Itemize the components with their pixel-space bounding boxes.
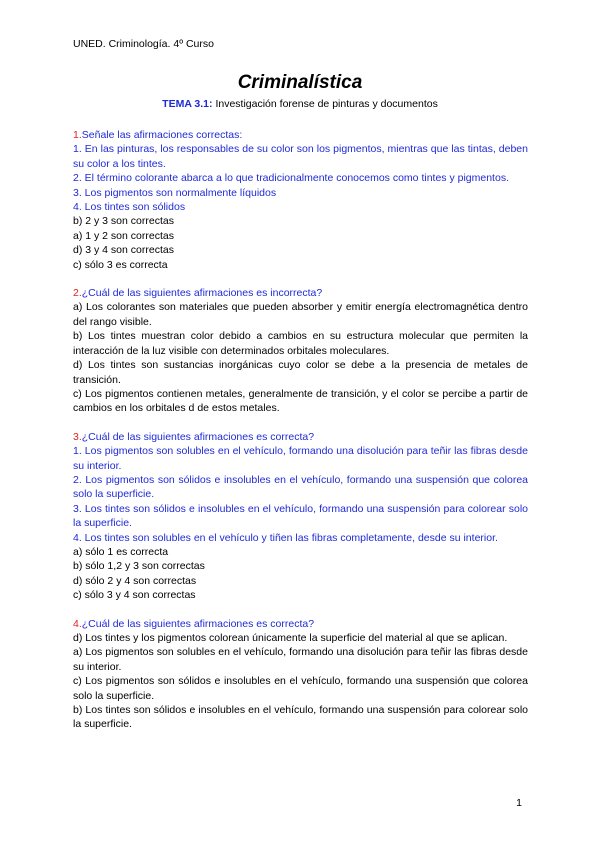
answer-option: c) Los pigmentos son sólidos e insolubles en el vehículo, formando una suspensión que colorea solo la superficie. [73,675,528,702]
subtitle-text: Investigación forense de pinturas y documentos [212,98,438,110]
answer-option: d) Los tintes y los pigmentos colorean únicamente la superficie del material al que se aplican. [73,632,508,644]
answer-option: d) sólo 2 y 4 son correctas [73,574,197,587]
question-number: 3. [73,430,82,443]
answer-option: a) 1 y 2 son correctas [73,229,174,242]
questions-list [73,128,528,746]
question-prompt [73,128,528,142]
question-text: ¿Cuál de las siguientes afirmaciones es correcta? [81,430,315,443]
question-prompt [73,286,528,300]
document-title: Criminalística [237,72,363,93]
answer-option: c) Los pigmentos contienen metales, generalmente de transición, y el color se percibe a partir de cambios en los orbitales d de estos metales. [73,387,528,415]
question-4 [73,617,528,732]
question-number: 1. [73,129,82,141]
statement: 3. Los pigmentos son normalmente líquidos [73,186,277,199]
answer-option: d) Los tintes son sustancias inorgánicas cuyo color se debe a la presencia de metales de transición. [73,359,528,386]
answer-option: c) sólo 3 y 4 son correctas [73,589,196,602]
statement: 2. Los pigmentos son sólidos e insolubles en el vehículo, formando una suspensión que colorea solo la superficie. [73,473,528,501]
statement: 4. Los tintes son sólidos [73,201,186,214]
answer-option: a) Los pigmentos son solubles en el vehículo, formando una disolución para teñir las fibras desde su interior. [73,646,528,673]
question-text: ¿Cuál de las siguientes afirmaciones es incorrecta? [81,287,323,300]
answer-option: b) Los tintes muestran color debido a cambios en su estructura molecular que permiten la interacción de la luz visible con determinados orbitales moleculares. [73,330,528,357]
question-prompt [73,617,528,631]
subtitle-label: TEMA 3.1: [162,98,213,110]
page-header: UNED. Criminología. 4º Curso [73,38,214,50]
statement: 1. En las pinturas, los responsables de su color son los pigmentos, mientras que las tintas, deben su color a los tintes. [73,143,528,170]
question-prompt [73,430,528,444]
question-number: 4. [73,617,82,630]
answer-option: a) Los colorantes son materiales que pueden absorber y emitir energía electromagnética dentro del rango visible. [73,301,528,328]
answer-option: d) 3 y 4 son correctas [73,244,174,257]
statement: 1. Los pigmentos son solubles en el vehículo, formando una disolución para teñir las fibras desde su interior. [73,445,528,472]
page-number: 1 [516,797,522,809]
question-text: Señale las afirmaciones correctas: [81,129,243,141]
question-2 [73,286,528,416]
question-3 [73,430,528,603]
statement: 4. Los tintes son solubles en el vehículo y tiñen las fibras completamente, desde su interior. [73,531,498,544]
question-1 [73,128,528,272]
document-subtitle [0,98,600,110]
statement: 2. El término colorante abarca a lo que tradicionalmente conocemos como tintes y pigmentos. [73,172,509,185]
answer-option: b) sólo 1,2 y 3 son correctas [73,560,205,573]
answer-option: b) Los tintes son sólidos e insolubles en el vehículo, formando una suspensión para colorear solo la superficie. [73,704,528,731]
statement: 3. Los tintes son sólidos e insolubles en el vehículo, formando una suspensión para colorear solo la superficie. [73,502,528,530]
answer-option: b) 2 y 3 son correctas [73,215,174,228]
question-text: ¿Cuál de las siguientes afirmaciones es correcta? [81,617,315,630]
answer-option: c) sólo 3 es correcta [73,258,168,271]
question-number: 2. [73,287,82,300]
answer-option: a) sólo 1 es correcta [73,545,169,558]
